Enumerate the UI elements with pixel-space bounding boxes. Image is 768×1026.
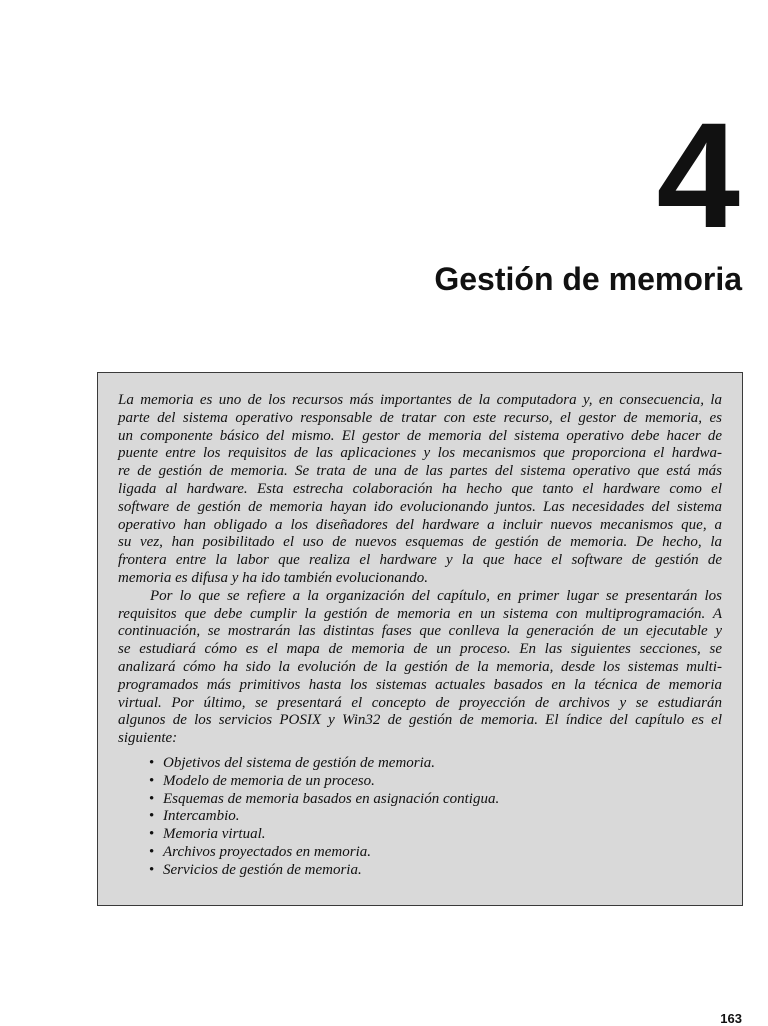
paragraph-line: requisitos que debe cumplir la gestión de memoria en un sistema con multiprogramación. A — [118, 605, 722, 622]
bullet-icon: • — [149, 790, 155, 807]
page-number: 163 — [720, 1011, 742, 1026]
bullet-icon: • — [149, 826, 155, 843]
topic-list-item — [149, 826, 722, 844]
bullet-icon: • — [149, 772, 155, 789]
paragraph-line: re de gestión de memoria. Se trata de una de las partes del sistema operativo que está más — [118, 463, 722, 480]
paragraph-line: continuación, se mostrarán las distintas fases que conlleva la generación de un ejecutable y — [118, 623, 722, 640]
bullet-icon: • — [149, 808, 155, 825]
topic-list-item — [149, 755, 722, 773]
paragraph-line: ligada al hardware. Esta estrecha colaboración ha hecho que tanto el hardware como el — [118, 480, 722, 497]
bullet-icon: • — [149, 754, 155, 771]
topic-label: Intercambio. — [163, 808, 240, 825]
bullet-icon: • — [149, 843, 155, 860]
chapter-number: 4 — [656, 91, 740, 259]
topic-label: Objetivos del sistema de gestión de memoria. — [163, 754, 436, 771]
topic-list-item — [149, 808, 722, 826]
topic-label: Modelo de memoria de un proceso. — [163, 772, 375, 789]
topic-label: Esquemas de memoria basados en asignación contigua. — [163, 790, 500, 807]
paragraph-line: Por lo que se refiere a la organización del capítulo, en primer lugar se presentarán los — [150, 587, 722, 604]
intro-paragraph — [118, 392, 722, 588]
paragraph-line: programados más primitivos hasta los sistemas actuales basados en la técnica de memoria — [118, 676, 722, 693]
paragraph-line: operativo han obligado a los diseñadores del hardware a incluir nuevos mecanismos que, a — [118, 516, 722, 533]
chapter-topic-list — [118, 755, 722, 880]
bullet-icon: • — [149, 861, 155, 878]
topic-list-item — [149, 862, 722, 880]
topic-label: Servicios de gestión de memoria. — [163, 861, 362, 878]
topic-list-item — [149, 791, 722, 809]
paragraph-line: siguiente: — [118, 730, 178, 747]
intro-paragraph — [118, 588, 722, 748]
paragraph-line: virtual. Por último, se presentará el concepto de proyección de archivos y se estudiarán — [118, 694, 722, 711]
chapter-title: Gestión de memoria — [434, 261, 742, 297]
topic-label: Archivos proyectados en memoria. — [163, 843, 372, 860]
paragraph-line: memoria es difusa y ha ido también evolucionando. — [118, 569, 428, 586]
paragraph-line: se estudiará cómo es el mapa de memoria de un proceso. En las siguientes secciones, se — [118, 641, 722, 658]
topic-list-item — [149, 773, 722, 791]
topic-list-item — [149, 844, 722, 862]
topic-label: Memoria virtual. — [163, 826, 266, 843]
paragraph-line: un componente básico del mismo. El gestor de memoria del sistema operativo debe hacer de — [118, 427, 722, 444]
paragraph-line: puente entre los requisitos de las aplicaciones y los mecanismos que proporciona el hardwa- — [118, 445, 722, 462]
paragraph-line: frontera entre la labor que realiza el hardware y la que hace el software de gestión de — [118, 552, 722, 569]
paragraph-line: La memoria es uno de los recursos más importantes de la computadora y, en consecuencia, la — [118, 392, 722, 408]
paragraph-line: software de gestión de memoria hayan ido evolucionando juntos. Las necesidades del sistema — [118, 498, 722, 515]
chapter-intro-box — [97, 372, 743, 906]
paragraph-line: su vez, han posibilitado el uso de nuevos esquemas de gestión de memoria. De hecho, la — [118, 534, 722, 551]
paragraph-line: algunos de los servicios POSIX y Win32 de gestión de memoria. El índice del capítulo es el — [118, 712, 722, 729]
paragraph-line: parte del sistema operativo responsable de tratar con este recurso, el gestor de memoria, es — [118, 409, 722, 426]
paragraph-line: analizará cómo ha sido la evolución de la gestión de la memoria, desde los sistemas multi- — [118, 658, 722, 675]
